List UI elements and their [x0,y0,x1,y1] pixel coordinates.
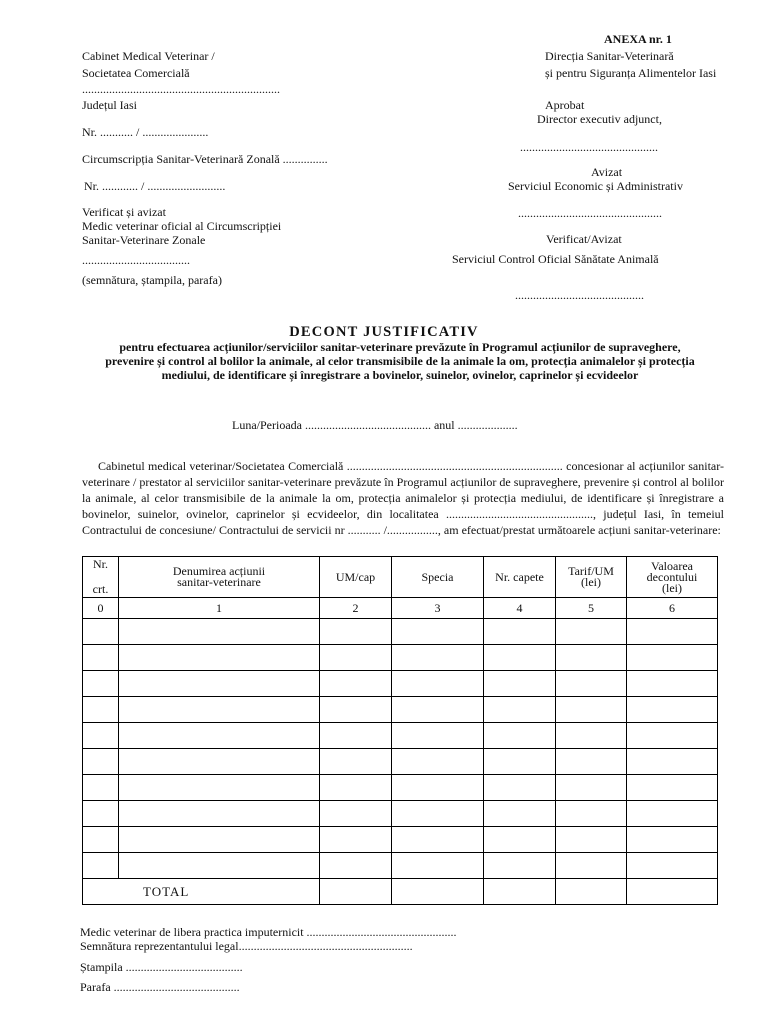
table-header-row [83,557,718,598]
table-row [83,749,718,775]
table-cell[interactable] [83,853,119,879]
table-row [83,723,718,749]
table-cell[interactable] [484,723,556,749]
col-number: 5 [556,598,627,619]
approved-label: Aprobat [545,98,585,112]
table-cell[interactable] [392,723,484,749]
period-label: Luna/Perioada .......................................... [232,418,431,432]
table-cell[interactable] [392,801,484,827]
table-cell[interactable] [83,801,119,827]
col-number: 3 [392,598,484,619]
table-cell[interactable] [392,645,484,671]
table-cell[interactable] [627,619,718,645]
table-cell[interactable] [627,749,718,775]
table-cell[interactable] [484,645,556,671]
table-cell[interactable] [83,671,119,697]
table-cell[interactable] [556,827,627,853]
table-cell[interactable] [627,645,718,671]
company-label: Societatea Comercială [82,66,190,80]
total-label: TOTAL [83,879,320,905]
table-cell[interactable] [556,619,627,645]
directorate-label: Direcția Sanitar-Veterinară [545,49,674,63]
clinic-label: Cabinet Medical Veterinar / [82,49,215,63]
table-cell[interactable] [320,801,392,827]
table-cell[interactable] [320,619,392,645]
table-cell[interactable] [320,853,392,879]
table-cell[interactable] [627,697,718,723]
header-nr-crt: Nr. crt. [83,557,119,598]
table-cell[interactable] [320,879,392,905]
table-cell[interactable] [83,619,119,645]
header-species: Specia [392,557,484,598]
table-cell[interactable] [627,671,718,697]
medic-field: Medic veterinar de libera practica imputernicit .................................................. [80,925,457,939]
document-subtitle: pentru efectuarea acțiunilor/serviciilor sanitar-veterinare prevăzute în Programul acțiunilor de supraveghere, prevenire și control al bolilor la animale, al celor transmisibile de la animale la om, protecția animalelor și protecția mediului, de identificare și înregistrare a bovinelor, suinelor, ovinelor, caprinelor și ecvideelor [105,340,695,382]
table-cell[interactable] [556,879,627,905]
economic-service-label: Serviciul Economic și Administrativ [508,179,683,193]
table-cell[interactable] [83,775,119,801]
table-cell[interactable] [627,853,718,879]
table-cell[interactable] [119,671,320,697]
table-total-row [83,879,718,905]
table-row [83,645,718,671]
table-row [83,671,718,697]
table-cell[interactable] [484,697,556,723]
header-action-name: Denumirea acțiunii sanitar-veterinare [119,557,320,598]
table-cell[interactable] [119,827,320,853]
circumscription-field: Circumscripția Sanitar-Veterinară Zonală ............... [82,152,328,166]
table-cell[interactable] [119,801,320,827]
table-row [83,801,718,827]
header-um: UM/cap [320,557,392,598]
table-cell[interactable] [627,775,718,801]
table-cell[interactable] [484,853,556,879]
col-number: 6 [627,598,718,619]
table-cell[interactable] [83,697,119,723]
table-row [83,775,718,801]
table-cell[interactable] [392,671,484,697]
table-cell[interactable] [320,827,392,853]
annex-label: ANEXA nr. 1 [604,32,672,46]
table-cell[interactable] [392,749,484,775]
legal-signature-field: Semnătura reprezentantului legal.......................................................... [80,939,413,953]
col-number: 1 [119,598,320,619]
signature-dots: .................................... [82,253,190,267]
animal-health-service-label: Serviciul Control Oficial Sănătate Animală [452,252,659,266]
economic-dots: ................................................ [518,206,662,220]
year-label: anul .................... [433,418,518,432]
table-cell[interactable] [484,879,556,905]
table-cell[interactable] [119,775,320,801]
table-cell[interactable] [119,853,320,879]
table-cell[interactable] [556,801,627,827]
table-cell[interactable] [320,697,392,723]
table-cell[interactable] [392,619,484,645]
body-text: Cabinetul medical veterinar/Societatea Comercială ........................................................................ concesionar al acțiunilor sanitar-veterinare / prestator al serviciilor sanitar-veterinare prevăzute în Programul acțiunilor de supraveghere, prevenire și control al bolilor la animale, al celor transmisibile de la animale la om, protecția animalelor și protecția mediului, de identificare și înregistrare a bovinelor, suinelor, ovinelor, caprinelor și ecvideelor, din localitatea ................................................., județul Iasi, în temeiul Contractului de concesiune/ Contractului de servicii nr ........... /................., am efectuat/prestat următoarele acțiuni sanitar-veterinare: [82,459,724,537]
table-cell[interactable] [83,723,119,749]
director-label: Director executiv adjunct, [537,112,662,126]
settlement-table [82,556,718,905]
nr-field-1: Nr. ........... / ...................... [82,125,209,139]
table-cell[interactable] [119,749,320,775]
table-row [83,619,718,645]
avizat-label: Avizat [591,165,623,179]
header-heads: Nr. capete [484,557,556,598]
table-cell[interactable] [484,619,556,645]
clinic-dots: .................................................................. [82,82,280,96]
table-cell[interactable] [320,775,392,801]
document-title: DECONT JUSTIFICATIV [289,324,479,340]
table-cell[interactable] [320,723,392,749]
table-cell[interactable] [320,671,392,697]
table-cell[interactable] [556,749,627,775]
header-value: Valoarea decontului (lei) [627,557,718,598]
table-row [83,853,718,879]
nr-field-2: Nr. ............ / .......................... [84,179,226,193]
food-safety-label: și pentru Siguranța Alimentelor Iasi [545,66,717,80]
table-cell[interactable] [484,671,556,697]
table-cell[interactable] [556,671,627,697]
table-cell[interactable] [320,645,392,671]
table-cell[interactable] [484,801,556,827]
table-cell[interactable] [392,775,484,801]
table-number-row [83,598,718,619]
table-cell[interactable] [484,775,556,801]
body-paragraph [82,458,724,538]
table-row [83,827,718,853]
table-cell[interactable] [556,775,627,801]
table-cell[interactable] [119,723,320,749]
period-field [232,418,518,433]
table-cell[interactable] [556,697,627,723]
director-dots: .............................................. [520,140,658,154]
table-cell[interactable] [484,827,556,853]
table-cell[interactable] [83,827,119,853]
table-cell[interactable] [627,827,718,853]
table-cell[interactable] [627,879,718,905]
col-number: 0 [83,598,119,619]
table-cell[interactable] [83,749,119,775]
table-row [83,697,718,723]
seal-field: Parafa .......................................... [80,980,240,994]
col-number: 4 [484,598,556,619]
table-cell[interactable] [83,645,119,671]
table-cell[interactable] [392,853,484,879]
header-tariff: Tarif/UM (lei) [556,557,627,598]
table-cell[interactable] [627,723,718,749]
table-cell[interactable] [556,645,627,671]
table-cell[interactable] [484,749,556,775]
col-number: 2 [320,598,392,619]
table-cell[interactable] [320,749,392,775]
table-cell[interactable] [556,853,627,879]
table-cell[interactable] [392,827,484,853]
verified-label: Verificat și avizat [82,205,166,219]
table-cell[interactable] [392,879,484,905]
table-cell[interactable] [119,645,320,671]
table-cell[interactable] [119,697,320,723]
table-cell[interactable] [392,697,484,723]
table-cell[interactable] [119,619,320,645]
animal-health-dots: ........................................... [515,288,644,302]
zonal-label: Sanitar-Veterinare Zonale [82,233,206,247]
table-cell[interactable] [556,723,627,749]
county-label: Județul Iasi [82,98,137,112]
verified-avizat-label: Verificat/Avizat [546,232,622,246]
table-cell[interactable] [627,801,718,827]
stamp-field: Ștampila ....................................... [80,960,243,974]
signature-note: (semnătura, ștampila, parafa) [82,273,222,287]
official-vet-label: Medic veterinar oficial al Circumscripției [82,219,282,233]
